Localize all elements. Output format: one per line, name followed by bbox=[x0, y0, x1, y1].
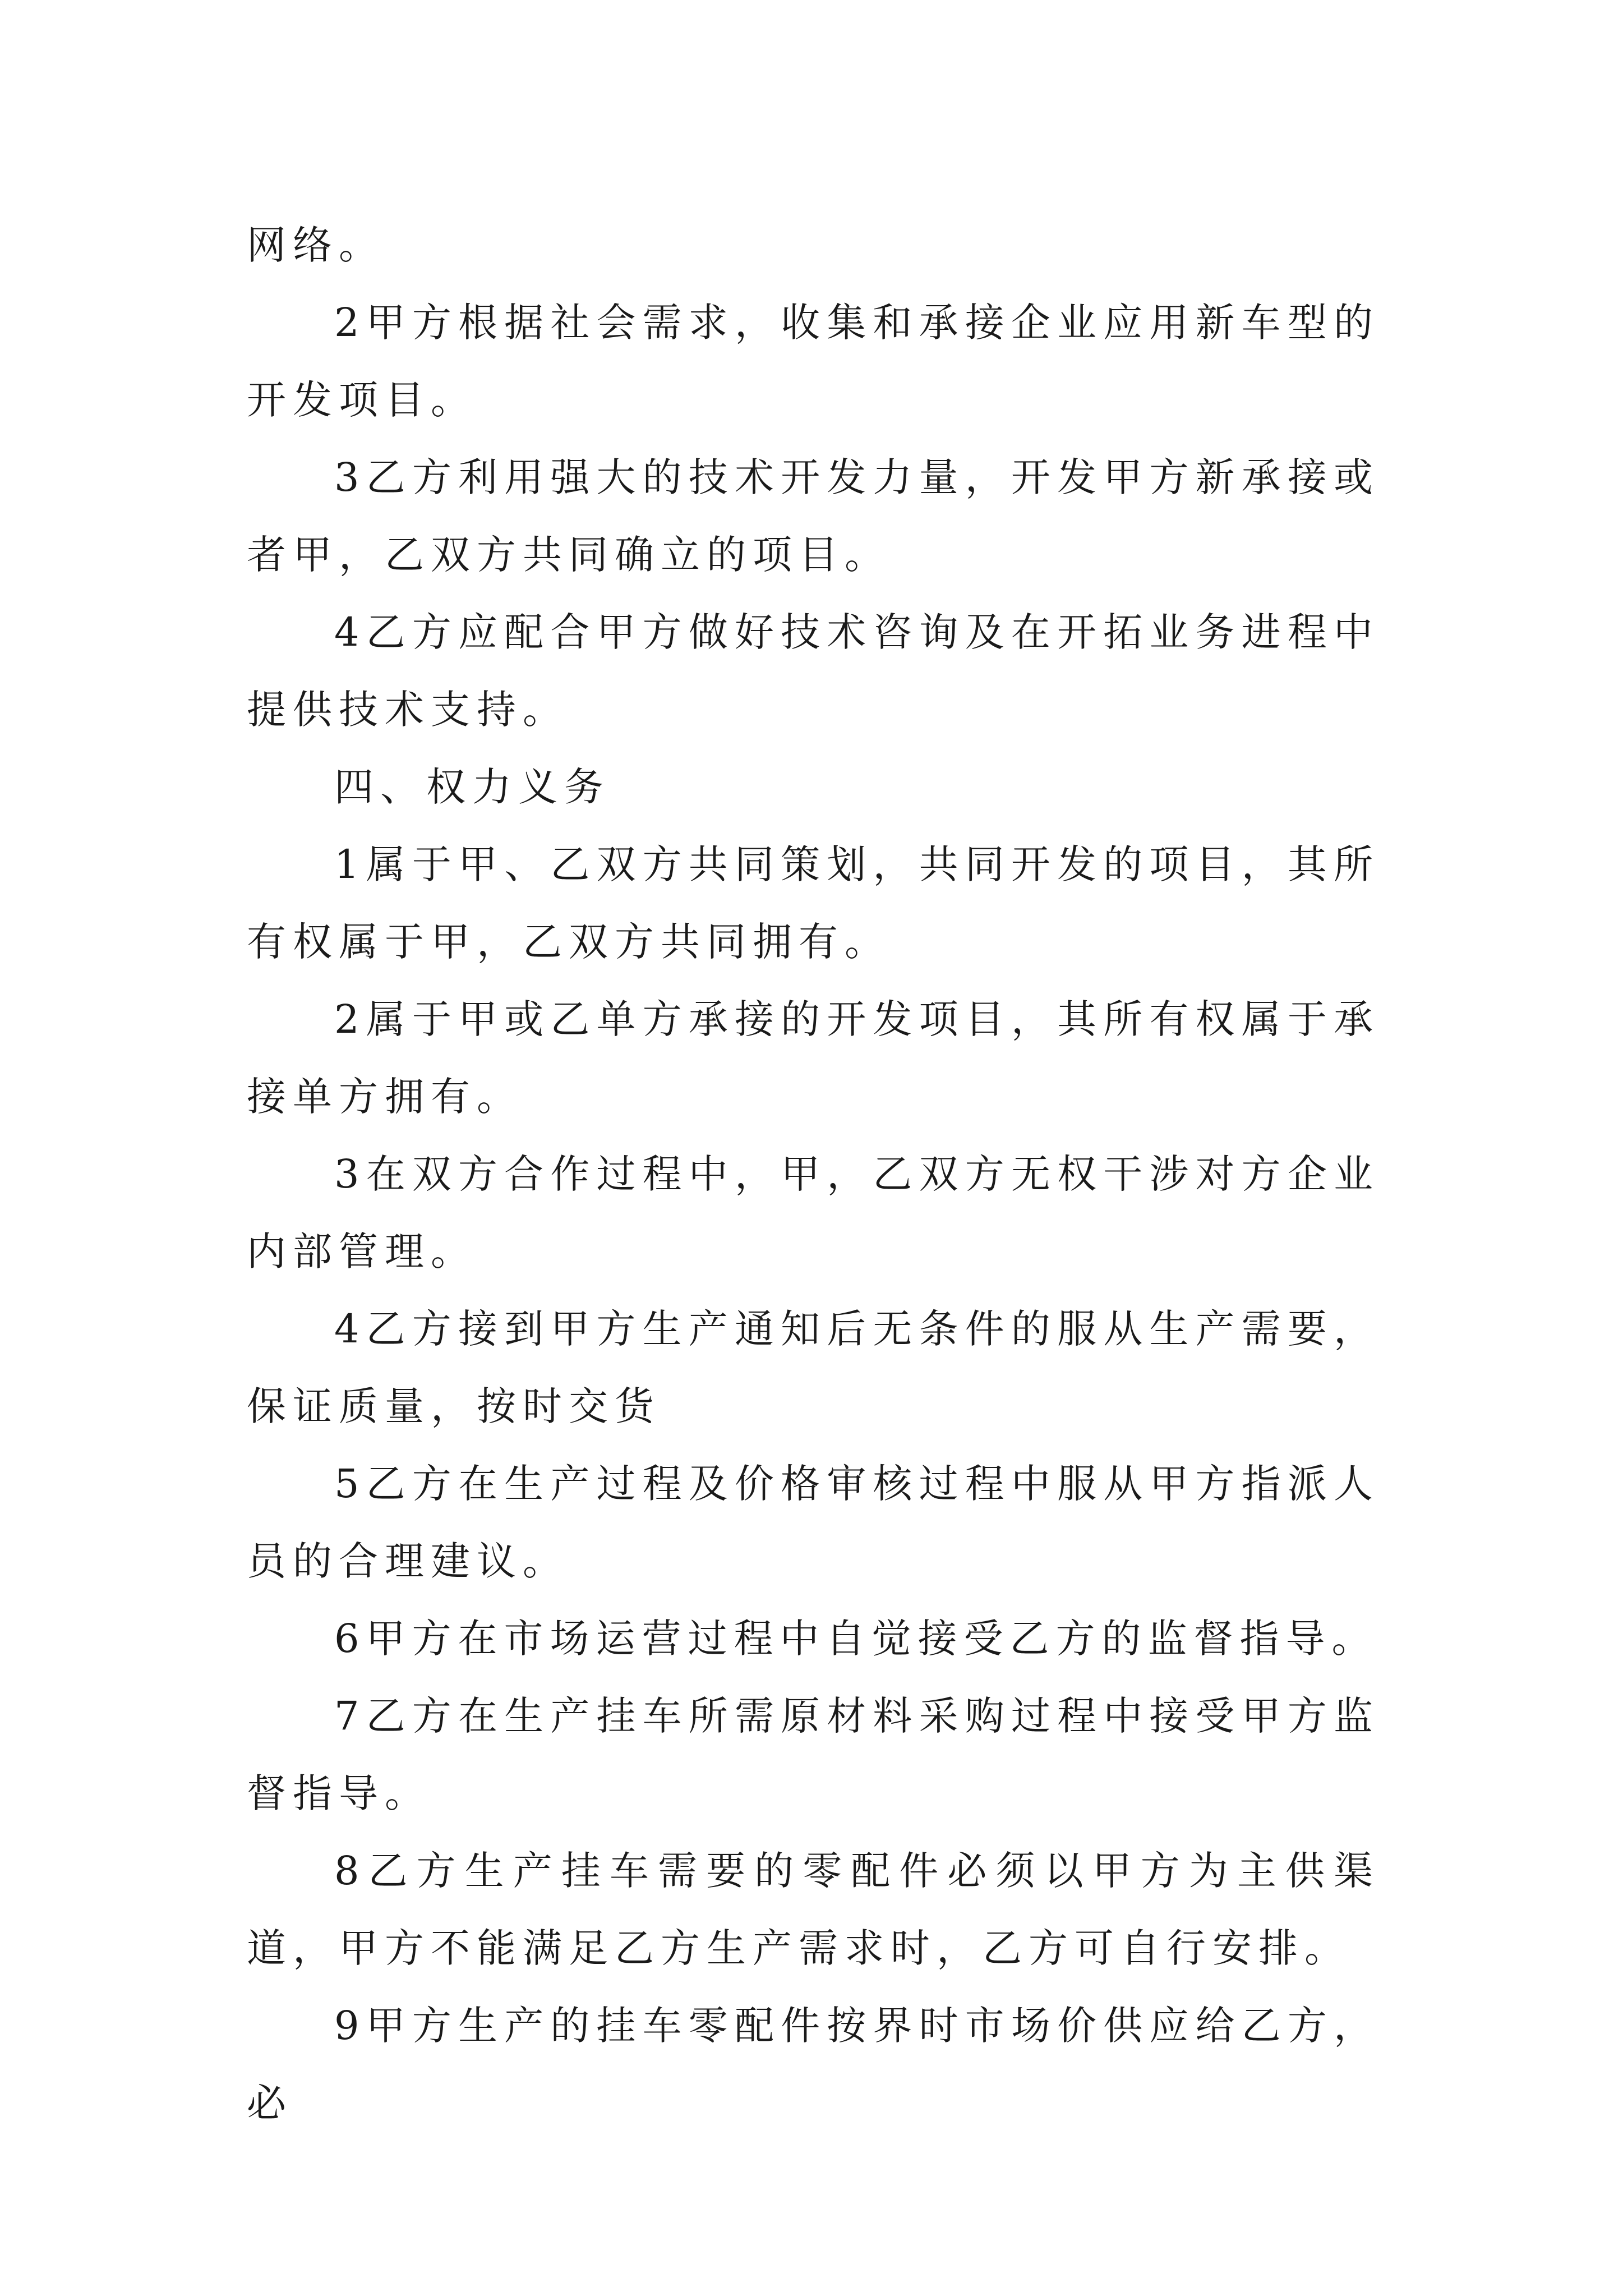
paragraph: 4乙方应配合甲方做好技术咨询及在开拓业务进程中提供技术支持。 bbox=[247, 609, 1380, 733]
paragraph: 1属于甲、乙双方共同策划，共同开发的项目，其所有权属于甲，乙双方共同拥有。 bbox=[247, 841, 1380, 965]
paragraph: 2属于甲或乙单方承接的开发项目，其所有权属于承接单方拥有。 bbox=[247, 996, 1380, 1120]
paragraph: 2甲方根据社会需求，收集和承接企业应用新车型的开发项目。 bbox=[247, 300, 1380, 423]
paragraph: 4乙方接到甲方生产通知后无条件的服从生产需要，保证质量，按时交货 bbox=[247, 1306, 1380, 1429]
paragraph: 7乙方在生产挂车所需原材料采购过程中接受甲方监督指导。 bbox=[247, 1693, 1380, 1816]
paragraph: 8乙方生产挂车需要的零配件必须以甲方为主供渠道，甲方不能满足乙方生产需求时，乙方可自行安排。 bbox=[247, 1848, 1380, 1971]
paragraph: 6甲方在市场运营过程中自觉接受乙方的监督指导。 bbox=[334, 1616, 1378, 1662]
paragraph: 3乙方利用强大的技术开发力量，开发甲方新承接或者甲，乙双方共同确立的项目。 bbox=[247, 454, 1380, 578]
paragraph: 网络。 bbox=[247, 222, 385, 268]
document-body bbox=[247, 206, 1380, 2142]
paragraph: 3在双方合作过程中，甲，乙双方无权干涉对方企业内部管理。 bbox=[247, 1151, 1380, 1274]
paragraph: 9甲方生产的挂车零配件按界时市场价供应给乙方，必 bbox=[247, 2003, 1380, 2126]
section-heading: 四、权力义务 bbox=[334, 764, 610, 810]
paragraph: 5乙方在生产过程及价格审核过程中服从甲方指派人员的合理建议。 bbox=[247, 1461, 1380, 1584]
